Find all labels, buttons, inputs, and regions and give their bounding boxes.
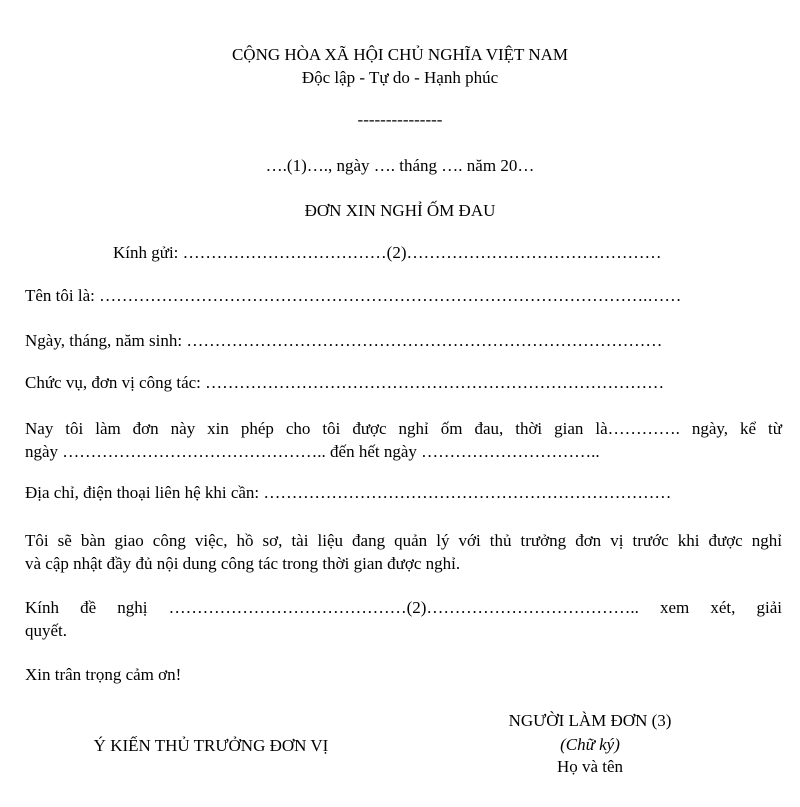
national-title: CỘNG HÒA XÃ HỘI CHỦ NGHĨA VIỆT NAM	[231, 45, 569, 64]
motto: Độc lập - Tự do - Hạnh phúc	[301, 68, 499, 87]
name-field-line: Tên tôi là: …………………………………………………………………………………….……	[25, 286, 682, 305]
request-line-1: Nay tôi làm đơn này xin phép cho tôi được nghỉ ốm đau, thời gian là…………. ngày, kể từ	[25, 419, 782, 438]
handover-line-2: và cập nhật đầy đủ nội dung công tác trong thời gian được nghỉ.	[25, 554, 461, 573]
approval-line-2: quyết.	[25, 621, 68, 640]
approval-line-1: Kính đề nghị ……………………………………(2)……………………………….. xem xét, giải	[25, 598, 782, 617]
handover-line-1: Tôi sẽ bàn giao công việc, hồ sơ, tài liệu đang quản lý với thủ trưởng đơn vị trước khi được nghỉ	[25, 531, 782, 550]
dob-field-line: Ngày, tháng, năm sinh: …………………………………………………………………………	[25, 331, 663, 350]
separator-dashes: ---------------	[357, 110, 443, 129]
signer-name-label: Họ và tên	[556, 757, 624, 776]
contact-field-line: Địa chỉ, điện thoại liên hệ khi cần: ………………………………………………………………	[25, 483, 672, 502]
date-line: ….(1)…., ngày …. tháng …. năm 20…	[265, 156, 535, 175]
signature-note: (Chữ ký)	[560, 735, 620, 754]
thanks-line: Xin trân trọng cảm ơn!	[25, 665, 182, 684]
applicant-title: NGƯỜI LÀM ĐƠN (3)	[508, 711, 672, 730]
supervisor-opinion-title: Ý KIẾN THỦ TRƯỞNG ĐƠN VỊ	[93, 736, 329, 755]
position-field-line: Chức vụ, đơn vị công tác: ………………………………………………………………………	[25, 373, 665, 392]
request-line-2: ngày ……………………………………….. đến hết ngày …………………………..	[25, 442, 600, 461]
recipient-line: Kính gửi: ………………………………(2)………………………………………	[113, 243, 662, 262]
form-title: ĐƠN XIN NGHỈ ỐM ĐAU	[304, 201, 496, 220]
